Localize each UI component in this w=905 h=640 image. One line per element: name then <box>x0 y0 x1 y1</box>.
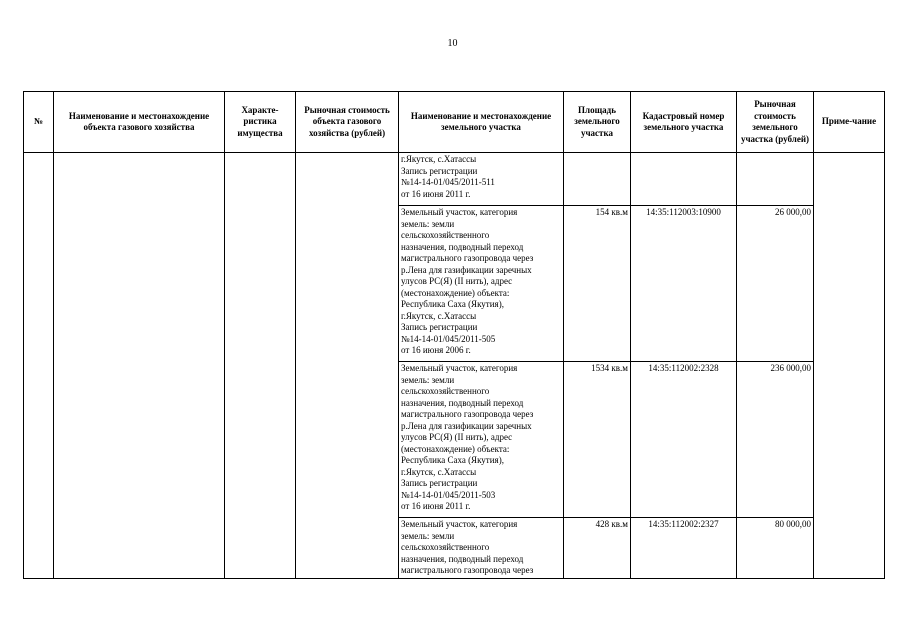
header-land-plot: Наименование и местонахождение земельного участка <box>399 92 564 153</box>
land-value-cell <box>737 153 814 206</box>
area-cell: 1534 кв.м <box>564 362 631 518</box>
land-plot-cell: Земельный участок, категория земель: земли сельскохозяйственного назначения, подводный переход магистрального газопровода через <box>399 518 564 579</box>
land-value-cell: 80 000,00 <box>737 518 814 579</box>
cadastral-cell: 14:35:112002:2328 <box>631 362 737 518</box>
header-gas-object: Наименование и местонахождение объекта газового хозяйства <box>54 92 225 153</box>
land-plot-cell: Земельный участок, категория земель: земли сельскохозяйственного назначения, подводный переход магистрального газопровода через р.Лена для газификации заречных улусов РС(Я) (II нить), адрес (местонахождение) объекта: Республика Саха (Якутия), г.Якутск, с.Хатассы Запись регистрации №14-14-01/045/2011-503 от 16 июня 2011 г. <box>399 362 564 518</box>
property-table <box>23 91 885 579</box>
land-value-cell: 26 000,00 <box>737 206 814 362</box>
header-gas-object-value: Рыночная стоимость объекта газового хозяйства (рублей) <box>296 92 399 153</box>
table-header-row <box>24 92 885 153</box>
header-area: Площадь земельного участка <box>564 92 631 153</box>
note-cell <box>814 153 885 579</box>
cadastral-cell <box>631 153 737 206</box>
header-land-value: Рыночная стоимость земельного участка (рублей) <box>737 92 814 153</box>
header-note: Приме-чание <box>814 92 885 153</box>
header-property-characteristic: Характе-ристика имущества <box>225 92 296 153</box>
number-cell <box>24 153 54 579</box>
page-number: 10 <box>447 38 458 49</box>
header-cadastral-number: Кадастровый номер земельного участка <box>631 92 737 153</box>
land-plot-cell: Земельный участок, категория земель: земли сельскохозяйственного назначения, подводный переход магистрального газопровода через р.Лена для газификации заречных улусов РС(Я) (II нить), адрес (местонахождение) объекта: Республика Саха (Якутия), г.Якутск, с.Хатассы Запись регистрации №14-14-01/045/2011-505 от 16 июня 2006 г. <box>399 206 564 362</box>
gas-object-value-cell <box>296 153 399 579</box>
cadastral-cell: 14:35:112002:2327 <box>631 518 737 579</box>
cadastral-cell: 14:35:112003:10900 <box>631 206 737 362</box>
area-cell: 428 кв.м <box>564 518 631 579</box>
land-plot-cell: г.Якутск, с.Хатассы Запись регистрации №14-14-01/045/2011-511 от 16 июня 2011 г. <box>399 153 564 206</box>
gas-object-cell <box>54 153 225 579</box>
area-cell <box>564 153 631 206</box>
header-number: № <box>24 92 54 153</box>
table-row <box>24 153 885 206</box>
area-cell: 154 кв.м <box>564 206 631 362</box>
characteristic-cell <box>225 153 296 579</box>
land-value-cell: 236 000,00 <box>737 362 814 518</box>
